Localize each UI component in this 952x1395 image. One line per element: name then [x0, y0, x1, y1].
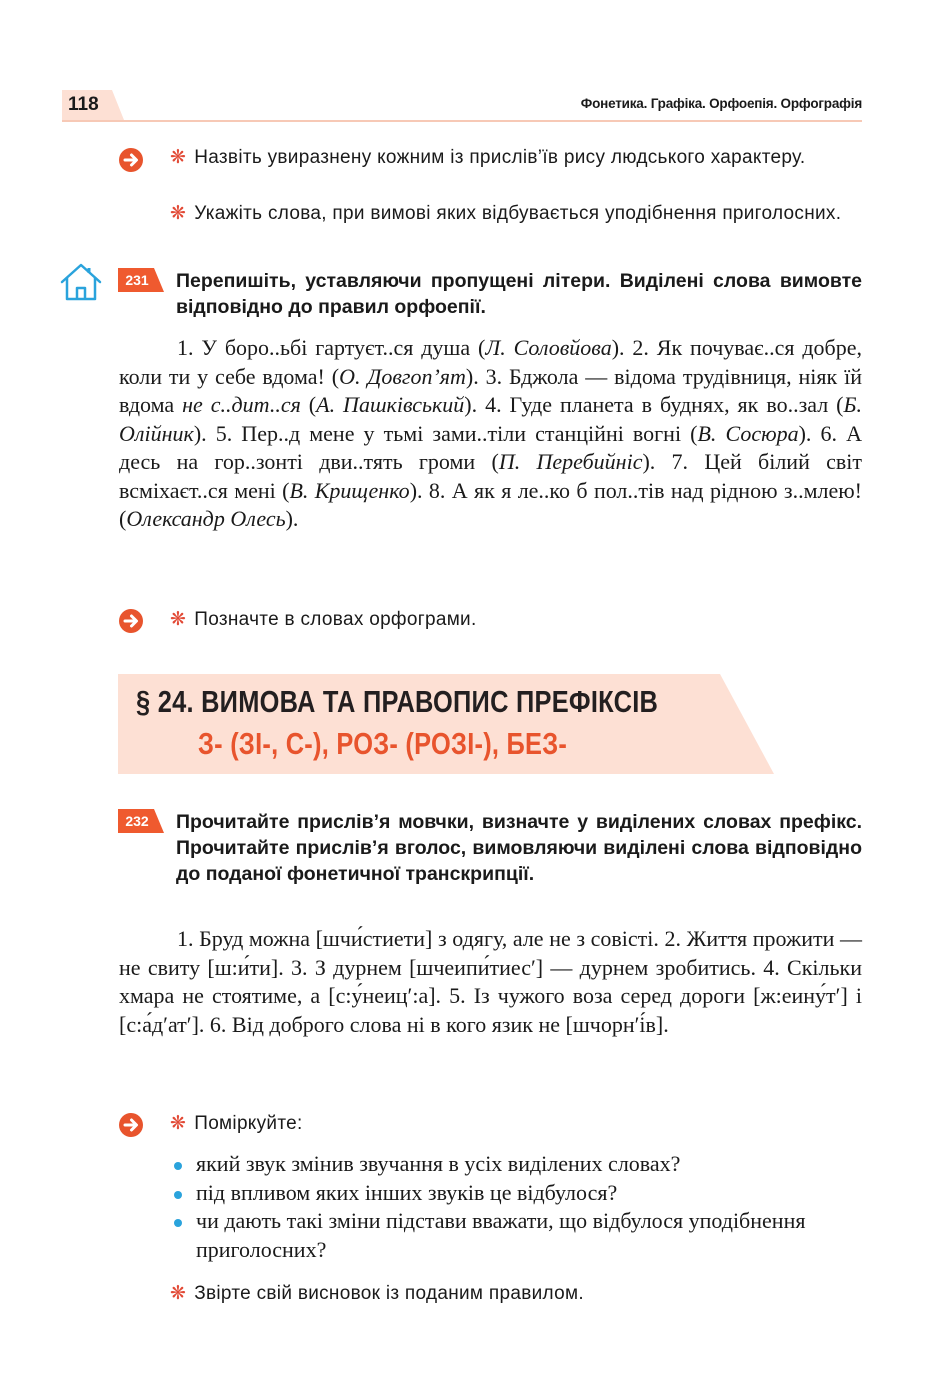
section-subtitle: З- (ЗІ-, С-), РОЗ- (РОЗІ-), БЕЗ- — [198, 726, 568, 761]
author-name: О. Довгоп’ят — [339, 363, 466, 389]
exercise-instruction: Перепишіть, уставляючи пропущені літери. Виділені слова вимовте відповідно до правил орфоепії. — [176, 270, 862, 318]
task-text: Поміркуйте: — [194, 1113, 303, 1134]
list-item: чи дають такі зміни підстави вважати, що відбулося уподібнення приголосних? — [174, 1207, 862, 1264]
exercise-number: 232 — [125, 813, 149, 829]
bullet-icon — [174, 1191, 182, 1199]
task-text: Звірте свій висновок із поданим правилом. — [194, 1283, 584, 1304]
task-text: Укажіть слова, при вимові яких відбувається уподібнення приголосних. — [194, 203, 842, 224]
running-head: Фонетика. Графіка. Орфоепія. Орфографія — [580, 96, 862, 111]
task-item — [170, 607, 862, 633]
author-name: Б. Олійник — [119, 392, 862, 446]
asterisk-mark-icon: ❋ — [170, 1113, 187, 1134]
list-item: який звук змінив звучання в усіх виділених словах? — [174, 1150, 862, 1179]
header-rule — [62, 120, 862, 122]
page-number: 118 — [68, 94, 99, 115]
bullet-icon — [174, 1219, 182, 1227]
section-title: § 24. ВИМОВА ТА ПРАВОПИС ПРЕФІКСІВ — [136, 684, 659, 719]
bullet-icon — [174, 1162, 182, 1170]
author-name: В. Крищенко — [289, 477, 410, 503]
question-list — [174, 1150, 862, 1264]
task-item — [170, 1281, 862, 1307]
task-text: Назвіть увиразнену кожним із прислів’їв рису людського характеру. — [194, 147, 806, 168]
task-item — [170, 1111, 862, 1137]
asterisk-mark-icon: ❋ — [170, 1283, 187, 1304]
arrow-right-circle-icon — [119, 609, 143, 633]
exercise-text: 1. У боро..ьбі гартуєт..ся душа (Л. Соловйова). 2. Як почуває..ся добре, коли ти у себе вдома! (О. Довгоп’ят). 3. Бджола — відома трудівниця, ніяк їй вдома не с..дит..ся (А. Пашківський). 4. Гуде планета в буднях, як во..зал (Б. Олійник). 5. Пер..д мене у тьмі зами..тіли станційні вогні (В. Сосюра). 6. А десь на гор..зонті дви..тять громи (П. Перебийніс). 7. Цей білий світ всміхаєт..ся мені (В. Крищенко). 8. А як я ле..ко б пол..тів над рідною з..млею! (Олександр Олесь). — [119, 335, 863, 531]
exercise-instruction: Прочитайте прислів’я мовчки, визначте у виділених словах префікс. Прочитайте прислів’я вголос, вимовляючи виділені слова відповідно до поданої фонетичної транскрипції. — [176, 811, 862, 885]
author-name: В. Сосюра — [697, 420, 799, 446]
exercise-badge — [118, 809, 164, 833]
author-name: Олександр Олесь — [126, 506, 286, 531]
asterisk-mark-icon: ❋ — [170, 203, 187, 224]
exercise-text: 1. Бруд можна [шчи́стиети] з одягу, але не з совісті. 2. Життя прожити — не свиту [ш:и́ти]. 3. З дурнем [шчеипи́тиес′] — дурнем зробитись. 4. Скільки хмара не стоятиме, а [с:у́неиц′:а]. 5. Із чужого воза серед дороги [ж:еину́т′] і [с:а́д′ат′]. 6. Від доброго слова ні в кого язик не [шчорн′і́в]. — [119, 926, 862, 1037]
author-name: А. Пашківський — [316, 392, 465, 417]
house-icon — [58, 262, 104, 302]
author-name: Л. Соловйова — [485, 335, 612, 360]
arrow-right-circle-icon — [119, 1113, 143, 1137]
task-text: Позначте в словах орфограми. — [194, 609, 477, 630]
task-item — [170, 145, 890, 171]
emphasized-word: не с..дит..ся — [182, 392, 301, 417]
list-item: під впливом яких інших звуків це відбулося? — [174, 1179, 862, 1208]
exercise-badge — [118, 268, 164, 292]
exercise-number: 231 — [125, 272, 149, 288]
task-item — [170, 201, 890, 227]
asterisk-mark-icon: ❋ — [170, 609, 187, 630]
asterisk-mark-icon: ❋ — [170, 147, 187, 168]
arrow-right-circle-icon — [119, 148, 143, 172]
author-name: П. Перебийніс — [498, 449, 643, 474]
